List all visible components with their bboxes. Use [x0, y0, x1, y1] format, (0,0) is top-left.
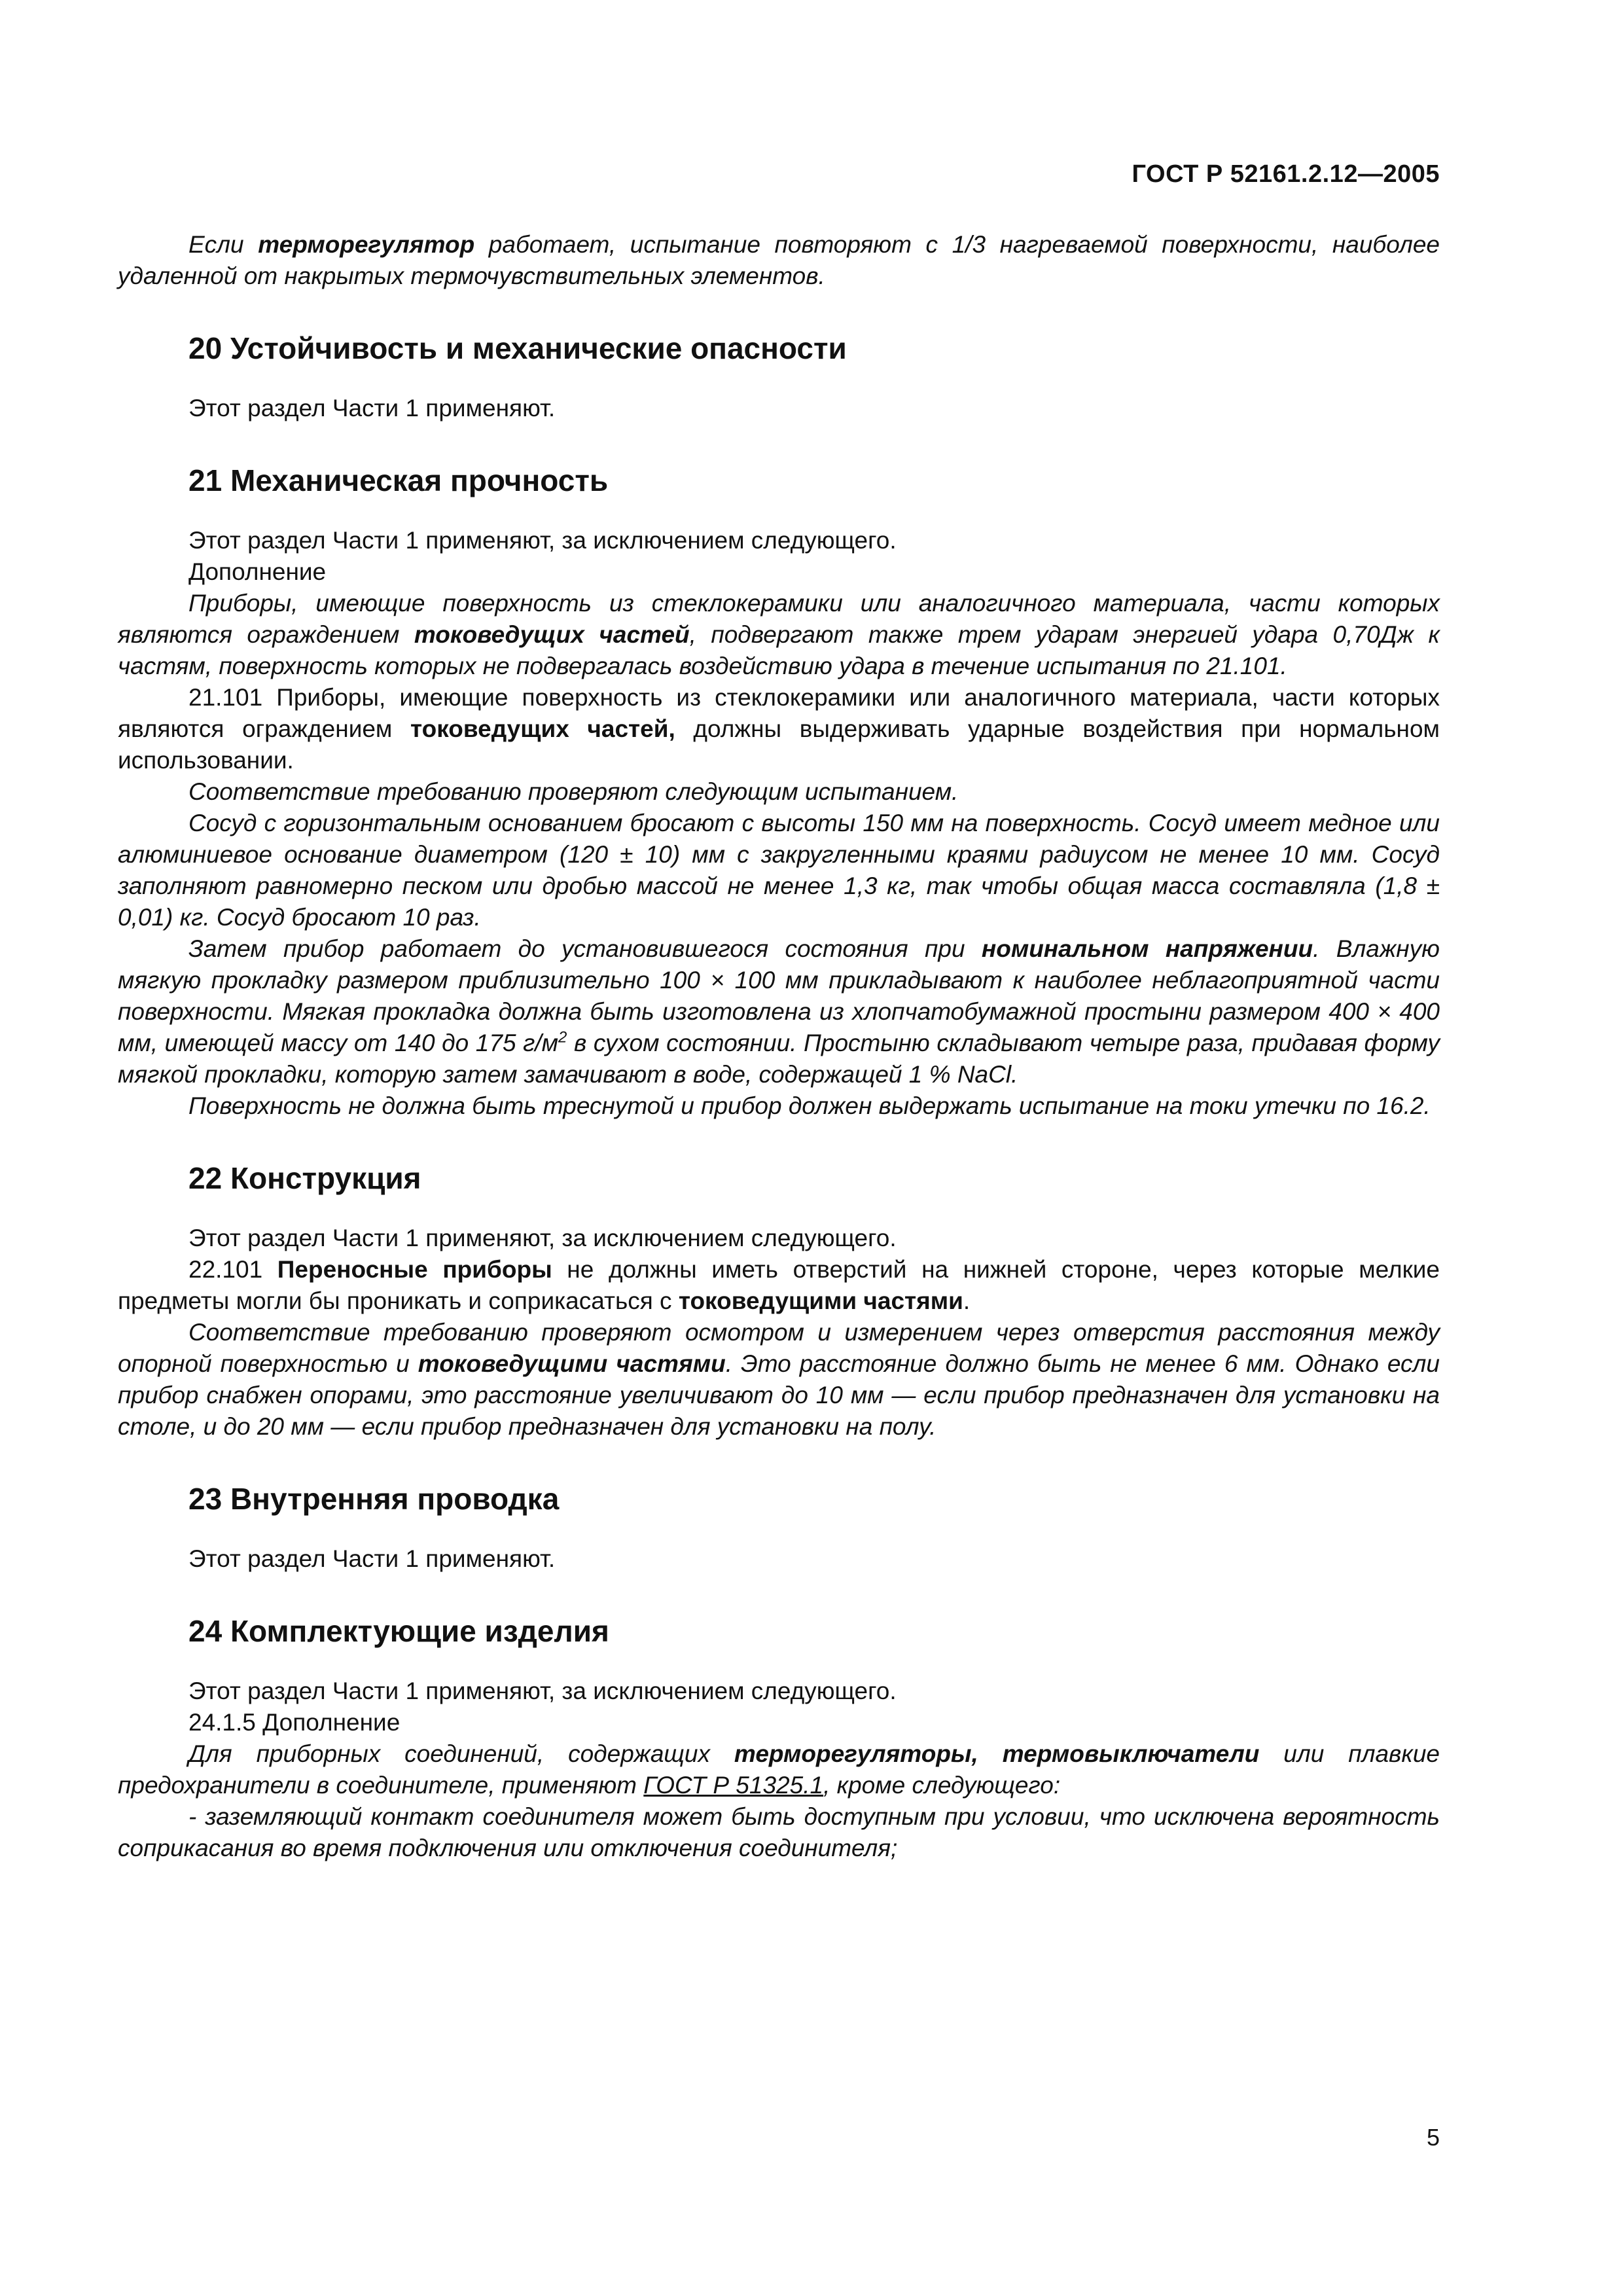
document-page — [118, 0, 1440, 2296]
section-21-compliance: Соответствие требованию проверяют следующим испытанием. — [188, 778, 959, 805]
section-20-text: Этот раздел Части 1 применяют. — [188, 395, 556, 422]
section-20-title: 20 Устойчивость и механические опасности — [188, 331, 847, 365]
section-22-101: 22.101 Переносные приборы не должны иметь отверстий на нижней стороне, через которые мелкие предметы могли бы проникать и соприкасаться с токоведущими частями. — [118, 1256, 1440, 1314]
section-24-connectors: Для приборных соединений, содержащих терморегуляторы, термовыключатели или плавкие предохранители в соединителе, применяют ГОСТ Р 51325.1, кроме следующего: — [118, 1740, 1440, 1799]
gost-51325-link[interactable]: ГОСТ Р 51325.1 — [643, 1772, 824, 1799]
page-number: 5 — [1426, 2124, 1440, 2151]
document-code: ГОСТ Р 52161.2.12—2005 — [1132, 160, 1440, 188]
section-23-text: Этот раздел Части 1 применяют. — [188, 1545, 556, 1572]
section-21-intro: Этот раздел Части 1 применяют, за исключением следующего. — [188, 527, 897, 554]
section-21-result: Поверхность не должна быть треснутой и прибор должен выдержать испытание на токи утечки по 16.2. — [188, 1092, 1431, 1119]
section-22-compliance: Соответствие требованию проверяют осмотром и измерением через отверстия расстояния между опорной поверхностью и токоведущими частями. Это расстояние должно быть не менее 6 мм. Однако если прибор снабжен опорами, это расстояние увеличивают до 10 мм — если прибор предназначен для установки на столе, и до 20 мм — если прибор предназначен для установки на полу. — [118, 1319, 1440, 1440]
section-24-list-item: - заземляющий контакт соединителя может быть доступным при условии, что исключена вероятность соприкасания во время подключения или отключения соединителя; — [118, 1803, 1440, 1861]
section-21-test-pad: Затем прибор работает до установившегося состояния при номинальном напряжении. Влажную мягкую прокладку размером приблизительно 100 × 100 мм прикладывают к наиболее неблагоприятной части поверхности. Мягкая прокладка должна быть изготовлена из хлопчатобумажной простыни размером 400 × 400 мм, имеющей массу от 140 до 175 $г/м^2$ в сухом состоянии. Простыню складывают четыре раза, придавая форму мягкой прокладки, которую затем замачивают в воде, содержащей 1 % NaCl. — [118, 935, 1440, 1088]
section-24-intro: Этот раздел Части 1 применяют, за исключением следующего. — [188, 1677, 897, 1704]
section-24-1-5: 24.1.5 Дополнение — [188, 1709, 401, 1736]
section-24-title: 24 Комплектующие изделия — [188, 1614, 609, 1648]
section-21-addition: Дополнение — [188, 558, 327, 585]
intro-paragraph: Если терморегулятор работает, испытание повторяют с 1/3 нагреваемой поверхности, наиболее удаленной от накрытых термочувствительных элементов. — [118, 231, 1440, 289]
section-21-test-vessel: Сосуд с горизонтальным основанием бросают с высоты 150 мм на поверхность. Сосуд имеет медное или алюминиевое основание диаметром (120 ± 10) мм с закругленными краями радиусом не менее 10 мм. Сосуд заполняют равномерно песком или дробью массой не менее 1,3 кг, так чтобы общая масса составляла (1,8 ± 0,01) кг. Сосуд бросают 10 раз. — [118, 810, 1440, 931]
section-21-paragraph-glass: Приборы, имеющие поверхность из стеклокерамики или аналогичного материала, части которых являются ограждением токоведущих частей, подвергают также трем ударам энергией удара 0,70Дж к частям, поверхность которых не подвергалась воздействию удара в течение испытания по 21.101. — [118, 590, 1440, 679]
section-21-title: 21 Механическая прочность — [188, 463, 609, 497]
section-22-intro: Этот раздел Части 1 применяют, за исключением следующего. — [188, 1225, 897, 1251]
document-body — [118, 229, 1440, 1864]
section-21-101: 21.101 Приборы, имеющие поверхность из стеклокерамики или аналогичного материала, части которых являются ограждением токоведущих частей, должны выдерживать ударные воздействия при нормальном использовании. — [118, 684, 1440, 774]
section-22-title: 22 Конструкция — [188, 1161, 421, 1195]
section-23-title: 23 Внутренняя проводка — [188, 1482, 560, 1516]
